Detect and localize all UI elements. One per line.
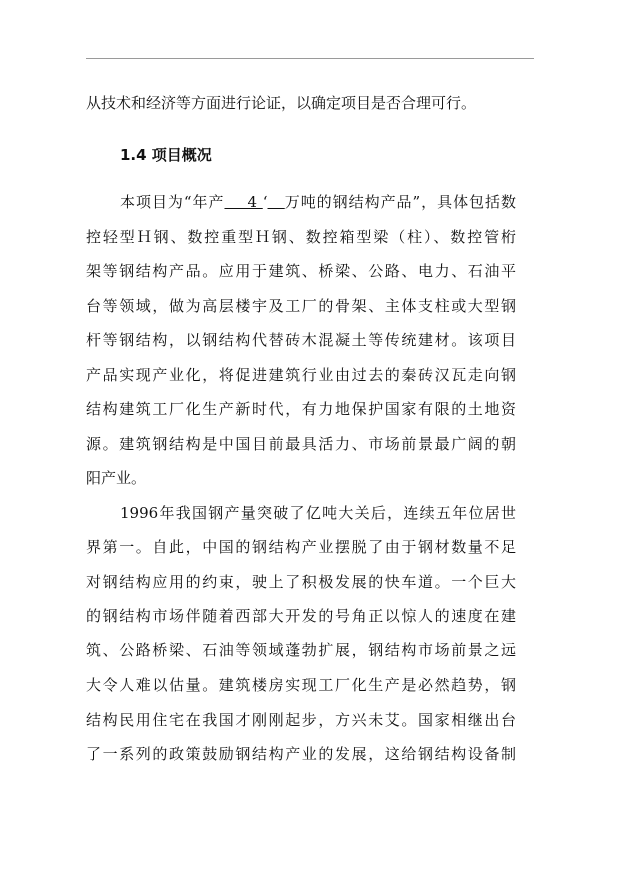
paragraph1-line: 产品实现产业化，将促进建筑行业由过去的秦砖汉瓦走向钢 xyxy=(86,366,516,384)
p1-blank-b xyxy=(268,193,285,211)
paragraph1-line1 xyxy=(120,193,516,211)
paragraph2-line: 对钢结构应用的约束，驶上了积极发展的快车道。一个巨大 xyxy=(86,573,516,591)
header-rule xyxy=(86,58,534,59)
paragraph2-line: 筑、公路桥梁、石油等领域蓬勃扩展，钢结构市场前景之远 xyxy=(86,641,516,659)
paragraph1-line: 杆等钢结构，以钢结构代替砖木混凝土等传统建材。该项目 xyxy=(86,331,516,349)
p1-mark: ‘ xyxy=(262,193,268,211)
paragraph2-line: 了一系列的政策鼓励钢结构产业的发展，这给钢结构设备制 xyxy=(86,745,516,763)
paragraph1-line-last: 阳产业。 xyxy=(86,469,147,487)
p1-line1-pre: 本项目为“年产 xyxy=(120,193,225,211)
paragraph2-line: 的钢结构市场伴随着西部大开发的号角正以惊人的速度在建 xyxy=(86,607,516,625)
paragraph2-line: 大令人难以估量。建筑楼房实现工厂化生产是必然趋势，钢 xyxy=(86,676,516,694)
p1-line1-post: 万吨的钢结构产品”，具体包括数 xyxy=(284,193,517,211)
paragraph1-line: 结构建筑工厂化生产新时代，有力地保护国家有限的土地资 xyxy=(86,400,516,418)
paragraph1-line: 控轻型Ｈ钢、数控重型Ｈ钢、数控箱型梁（柱）、数控管桁 xyxy=(86,228,516,246)
paragraph2-line1: 1996年我国钢产量突破了亿吨大关后，连续五年位居世 xyxy=(120,504,516,522)
paragraph2-line: 结构民用住宅在我国才刚刚起步，方兴未艾。国家相继出台 xyxy=(86,711,516,729)
paragraph2-line: 界第一。自此，中国的钢结构产业摆脱了由于钢材数量不足 xyxy=(86,538,516,556)
paragraph1-line: 源。建筑钢结构是中国目前最具活力、市场前景最广阔的朝 xyxy=(86,435,516,453)
p1-blank-a: 4 xyxy=(224,193,263,211)
section-heading: 1.4 项目概况 xyxy=(120,146,212,164)
top-line: 从技术和经济等方面进行论证，以确定项目是否合理可行。 xyxy=(86,94,477,112)
paragraph1-line: 台等领域，做为高层楼宇及工厂的骨架、主体支柱或大型钢 xyxy=(86,297,516,315)
paragraph1-line: 架等钢结构产品。应用于建筑、桥梁、公路、电力、石油平 xyxy=(86,262,516,280)
